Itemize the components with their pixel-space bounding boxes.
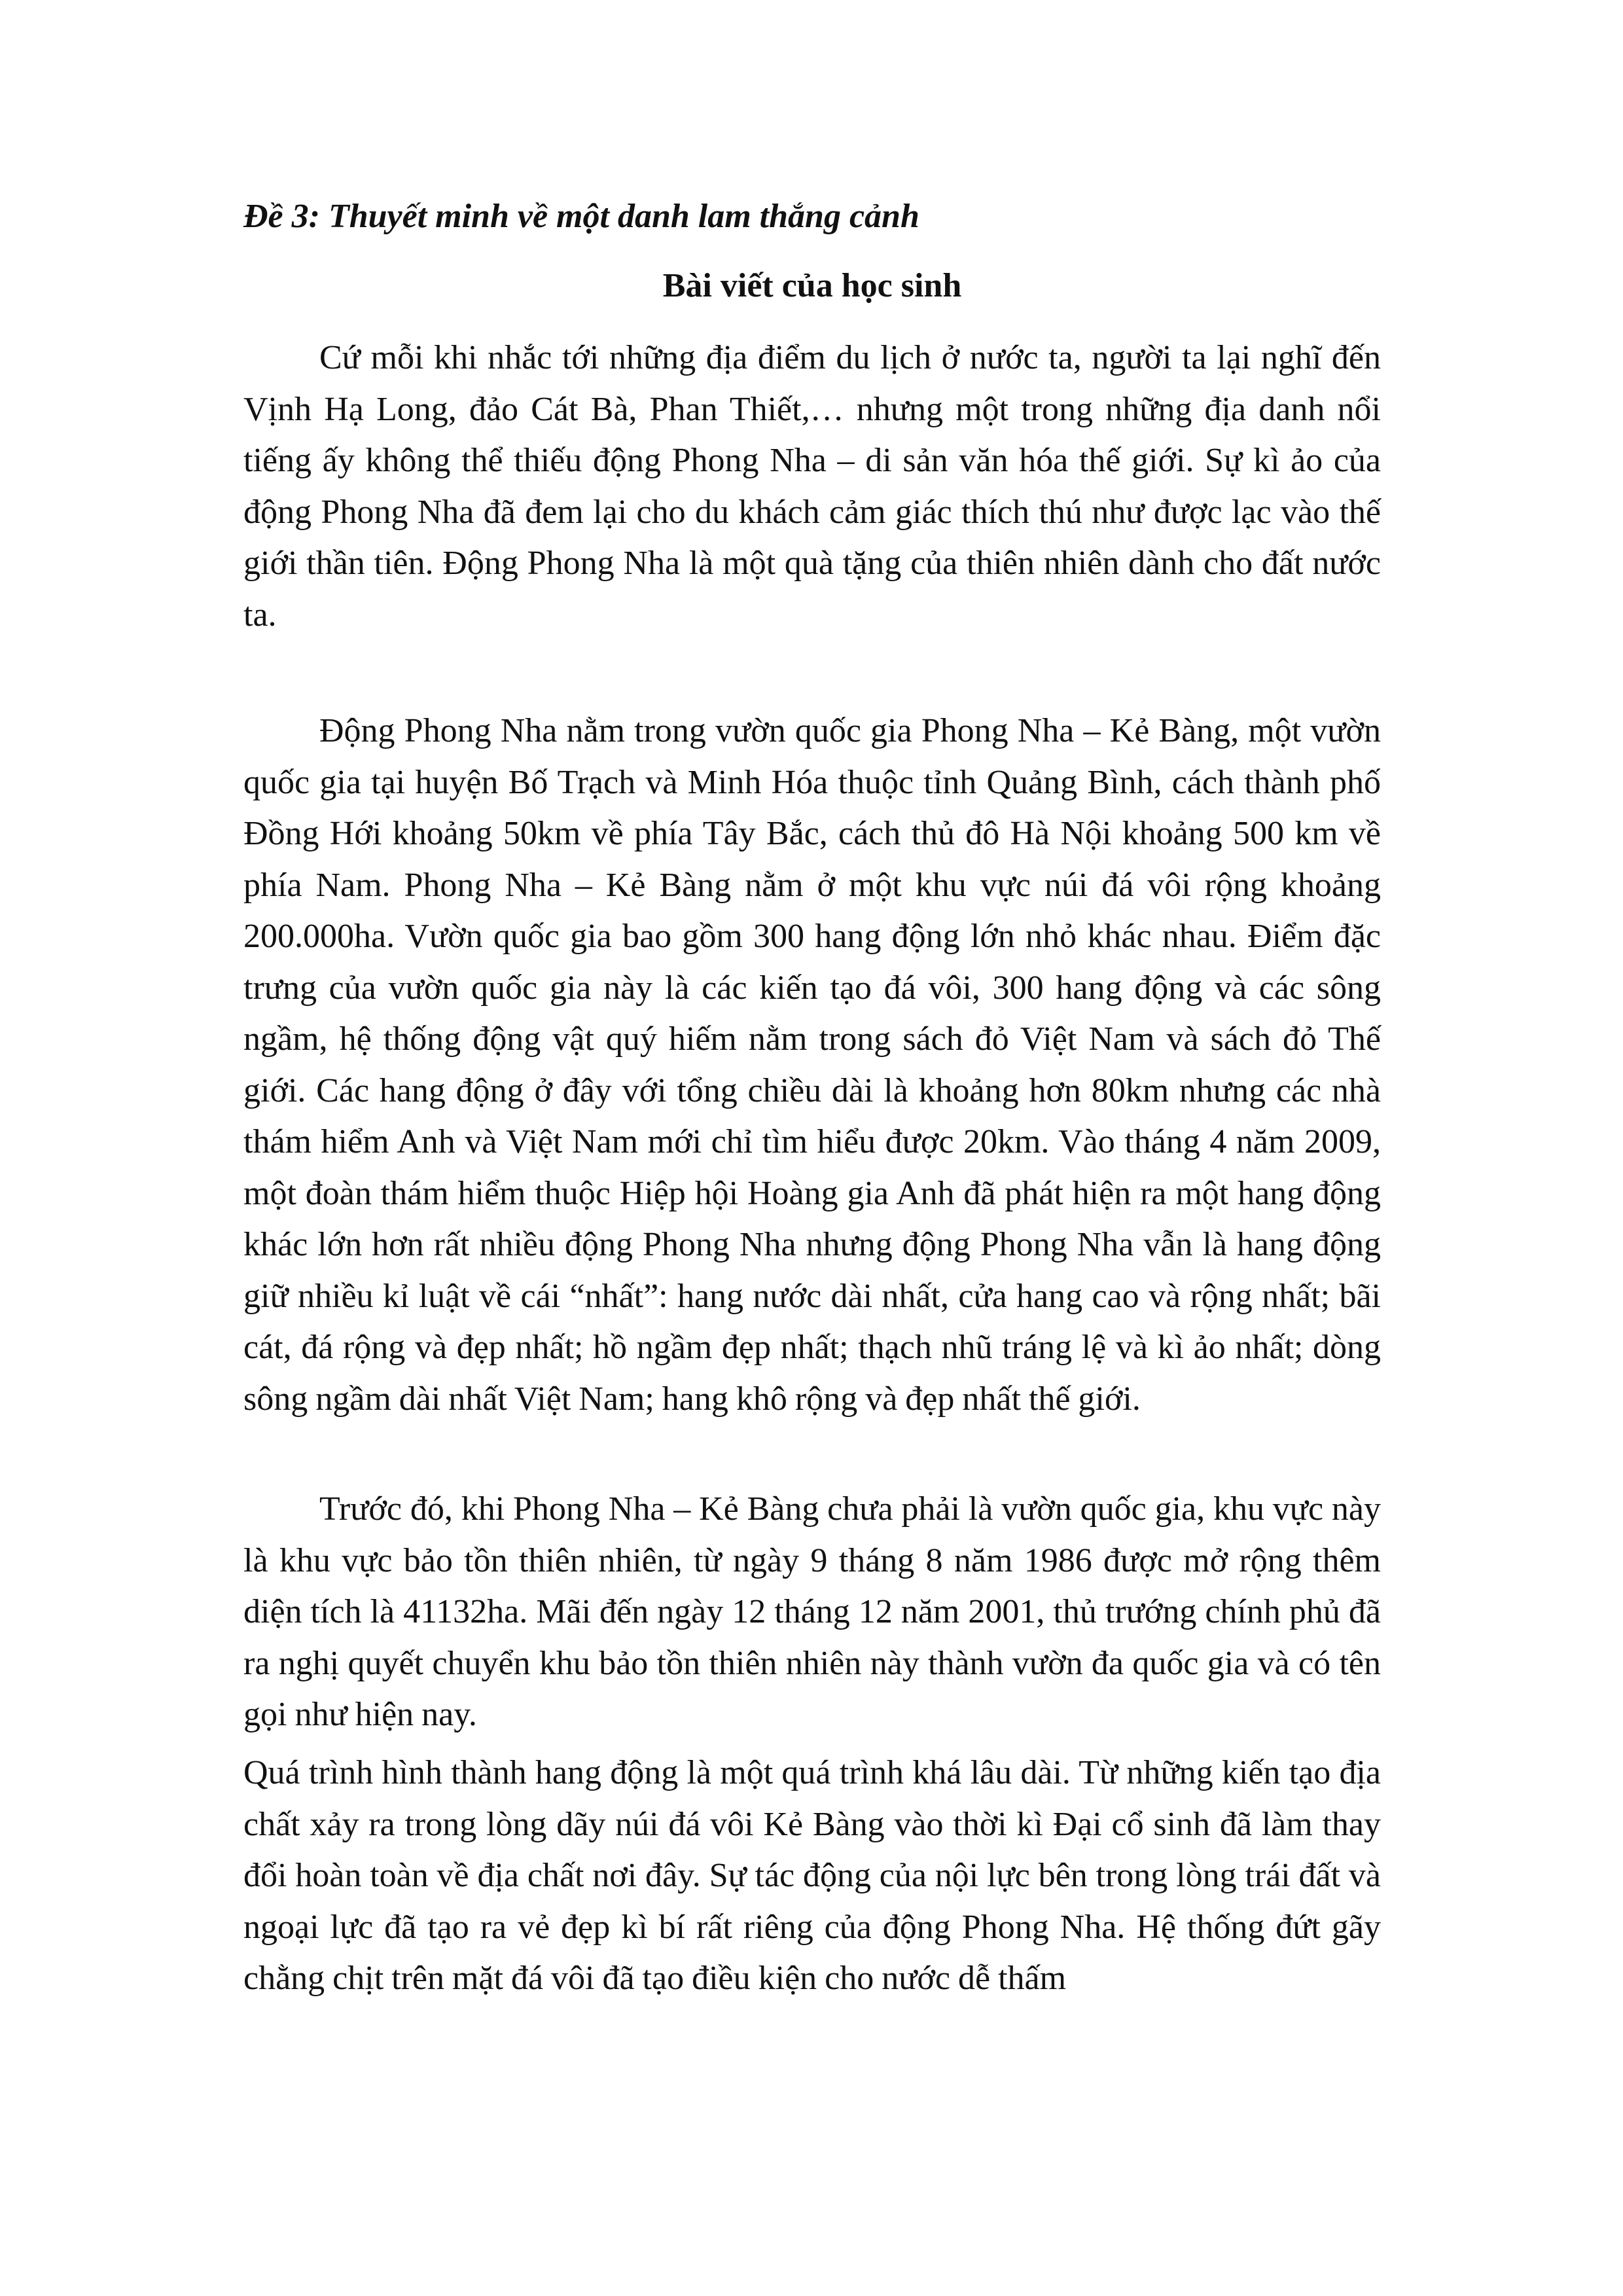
paragraph-location: Động Phong Nha nằm trong vườn quốc gia Phong Nha – Kẻ Bàng, một vườn quốc gia tại huyện Bố Trạch và Minh Hóa thuộc tỉnh Quảng Bình, cách thành phố Đồng Hới khoảng 50km về phía Tây Bắc, cách thủ đô Hà Nội khoảng 500 km về phía Nam. Phong Nha – Kẻ Bàng nằm ở một khu vực núi đá vôi rộng khoảng 200.000ha. Vườn quốc gia bao gồm 300 hang động lớn nhỏ khác nhau. Điểm đặc trưng của vườn quốc gia này là các kiến tạo đá vôi, 300 hang động và các sông ngầm, hệ thống động vật quý hiếm nằm trong sách đỏ Việt Nam và sách đỏ Thế giới. Các hang động ở đây với tổng chiều dài là khoảng hơn 80km nhưng các nhà thám hiểm Anh và Việt Nam mới chỉ tìm hiểu được 20km. Vào tháng 4 năm 2009, một đoàn thám hiểm thuộc Hiệp hội Hoàng gia Anh đã phát hiện ra một hang động khác lớn hơn rất nhiều động Phong Nha nhưng động Phong Nha vẫn là hang động giữ nhiều kỉ luật về cái “nhất”: hang nước dài nhất, cửa hang cao và rộng nhất; bãi cát, đá rộng và đẹp nhất; hồ ngầm đẹp nhất; thạch nhũ tráng lệ và kì ảo nhất; dòng sông ngầm dài nhất Việt Nam; hang khô rộng và đẹp nhất thế giới. [243,712,1381,1418]
paragraph-intro: Cứ mỗi khi nhắc tới những địa điểm du lịch ở nước ta, người ta lại nghĩ đến Vịnh Hạ Long, đảo Cát Bà, Phan Thiết,… nhưng một trong những địa danh nổi tiếng ấy không thể thiếu động Phong Nha – di sản văn hóa thế giới. Sự kì ảo của động Phong Nha đã đem lại cho du khách cảm giác thích thú như được lạc vào thế giới thần tiên. Động Phong Nha là một quà tặng của thiên nhiên dành cho đất nước ta. [243,339,1381,634]
paragraph-formation: Quá trình hình thành hang động là một quá trình khá lâu dài. Từ những kiến tạo địa chất xảy ra trong lòng dãy núi đá vôi Kẻ Bàng vào thời kì Đại cổ sinh đã làm thay đổi hoàn toàn về địa chất nơi đây. Sự tác động của nội lực bên trong lòng trái đất và ngoại lực đã tạo ra vẻ đẹp kì bí rất riêng của động Phong Nha. Hệ thống đứt gãy chằng chịt trên mặt đá vôi đã tạo điều kiện cho nước dễ thấm [243,1754,1381,1997]
paragraph-history: Trước đó, khi Phong Nha – Kẻ Bàng chưa phải là vườn quốc gia, khu vực này là khu vực bảo tồn thiên nhiên, từ ngày 9 tháng 8 năm 1986 được mở rộng thêm diện tích là 41132ha. Mãi đến ngày 12 tháng 12 năm 2001, thủ trướng chính phủ đã ra nghị quyết chuyển khu bảo tồn thiên nhiên này thành vườn đa quốc gia và có tên gọi như hiện nay. [243,1490,1381,1733]
assignment-heading: Đề 3: Thuyết minh về một danh lam thắng cảnh [243,198,919,235]
essay-subheading: Bài viết của học sinh [662,267,962,304]
